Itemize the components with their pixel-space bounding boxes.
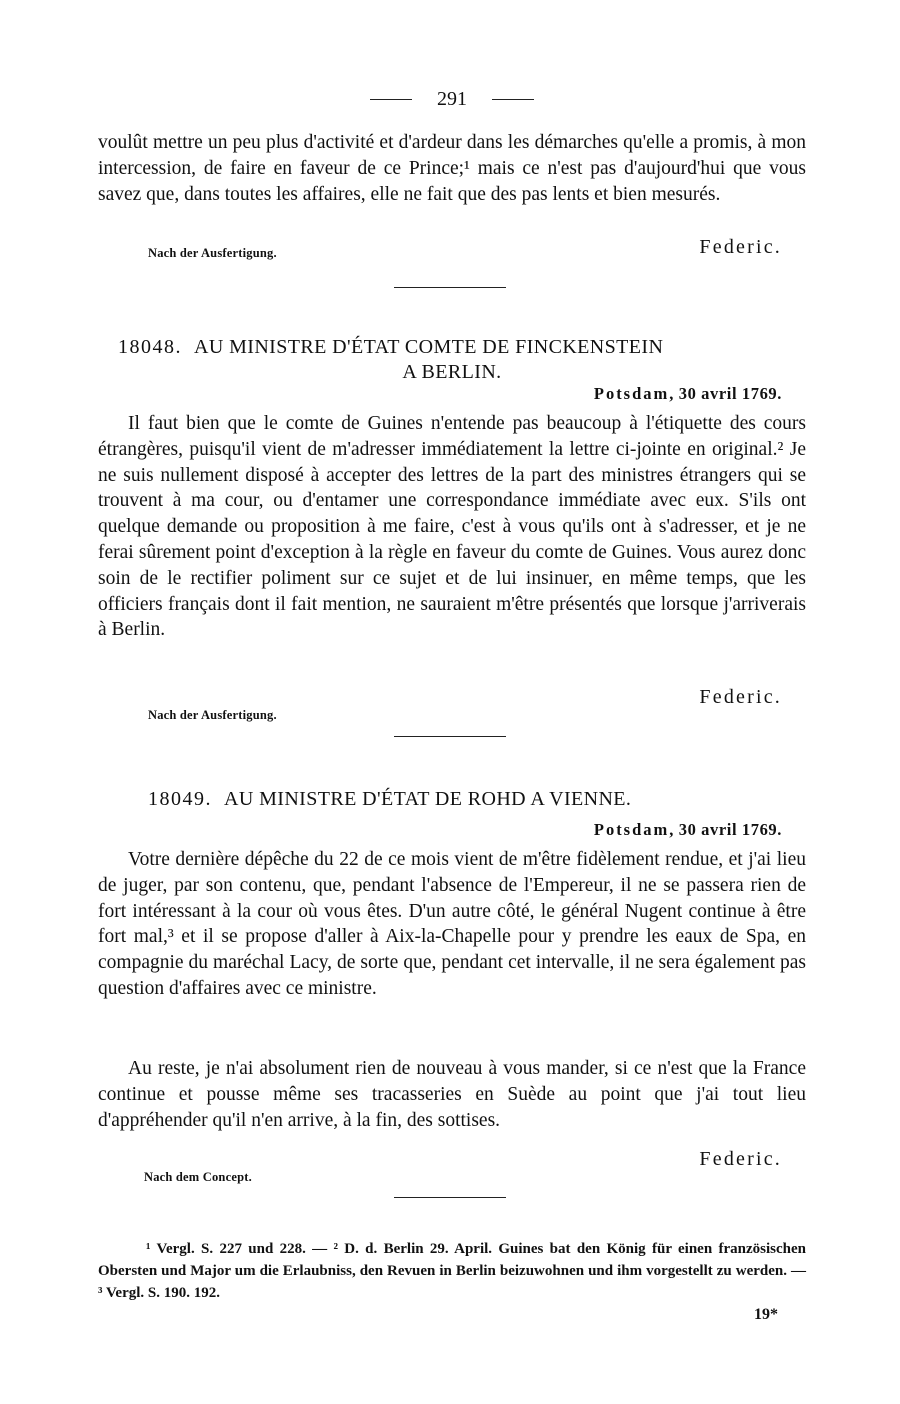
sheet-signature: 19* [754, 1306, 778, 1323]
header-rule-left [370, 99, 412, 100]
letter-18049-source-note: Nach dem Concept. [144, 1170, 252, 1184]
letter-18049-signature: Federic. [699, 1148, 782, 1170]
opening-signature: Federic. [699, 236, 782, 258]
footnotes [98, 1238, 806, 1304]
letter-18049-heading [98, 788, 806, 811]
letter-18048-number: 18048. [118, 336, 182, 358]
letter-18048-paragraph: Il faut bien que le comte de Guines n'entende pas beaucoup à l'étiquette des cours étrangères, puisqu'il vient de m'adresser immédiatement la lettre ci-jointe en original.² Je ne suis nullement disposé à accepter des lettres de la part des ministres étrangers qui se trouvent à ma cour, ou d'entamer une correspondance immédiate avec eux. S'ils ont quelque demande ou proposition à me faire, c'est à vous qu'ils ont à s'adresser, et je ne ferai sûrement point d'exception à la règle en faveur du comte de Guines. Vous aurez donc soin de le rectifier poliment sur ce sujet et de lui insinuer, en même temps, que les officiers français dont il fait mention, ne sauraient m'être présentés que lorsque j'arriverais à Berlin. [98, 413, 806, 641]
footnotes-text: ¹ Vergl. S. 227 und 228. — ² D. d. Berlin 29. April. Guines bat den König für einen französischen Obersten und Major um die Erlaubniss, den Revuen in Berlin beizuwohnen und ihm vorgestellt zu werden. — ³ Vergl. S. 190. 192. [98, 1241, 806, 1301]
opening-source-note: Nach der Ausfertigung. [148, 246, 277, 260]
page-number: 291 [437, 88, 467, 110]
letter-18049-recipient: AU MINISTRE D'ÉTAT DE ROHD A VIENNE. [224, 788, 632, 810]
separator-rule-1 [394, 287, 506, 288]
letter-18048-dateline [594, 384, 782, 404]
letter-18048-date: , 30 avril 1769. [669, 384, 782, 403]
separator-rule-2 [394, 736, 506, 737]
letter-18048-place: Potsdam [593, 384, 670, 403]
letter-18048-recipient-place: A BERLIN. [402, 361, 502, 383]
letter-18048-heading [98, 336, 806, 384]
opening-paragraph: voulût mettre un peu plus d'activité et d'ardeur dans les démarches qu'elle a promis, à mon intercession, de faire en faveur de ce Prince;¹ mais ce n'est pas d'aujourd'hui que vous savez que, dans toutes les affaires, elle ne fait que des pas lents et bien mesurés. [98, 132, 806, 205]
letter-18049-paragraph-1: Votre dernière dépêche du 22 de ce mois vient de m'être fidèlement rendue, et j'ai lieu de juger, par son contenu, que, pendant l'absence de l'Empereur, il ne se passera rien de fort intéressant à la cour où vous êtes. D'un autre côté, le général Nugent continue à être fort mal,³ et il se propose d'aller à Aix-la-Chapelle pour y prendre les eaux de Spa, en compagnie du maréchal Lacy, de sorte que, pendant cet intervalle, il ne sera également pas question d'affaires avec ce ministre. [98, 849, 806, 999]
letter-18048-recipient: AU MINISTRE D'ÉTAT COMTE DE FINCKENSTEIN [194, 336, 664, 358]
letter-18049-date: , 30 avril 1769. [669, 820, 782, 839]
letter-18049-number: 18049. [148, 788, 212, 810]
letter-18048-signature: Federic. [699, 686, 782, 708]
letter-18049-paragraph-2: Au reste, je n'ai absolument rien de nouveau à vous mander, si ce n'est que la France continue et pousse même ses tracasseries en Suède au point que j'ai tout lieu d'appréhender qu'il n'en arrive, à la fin, des sottises. [98, 1058, 806, 1131]
separator-rule-3 [394, 1197, 506, 1198]
letter-18048-source-note: Nach der Ausfertigung. [148, 708, 277, 722]
letter-18049-place: Potsdam [593, 820, 670, 839]
header-rule-right [492, 99, 534, 100]
letter-18049-dateline [594, 820, 782, 840]
page-header [98, 88, 806, 112]
